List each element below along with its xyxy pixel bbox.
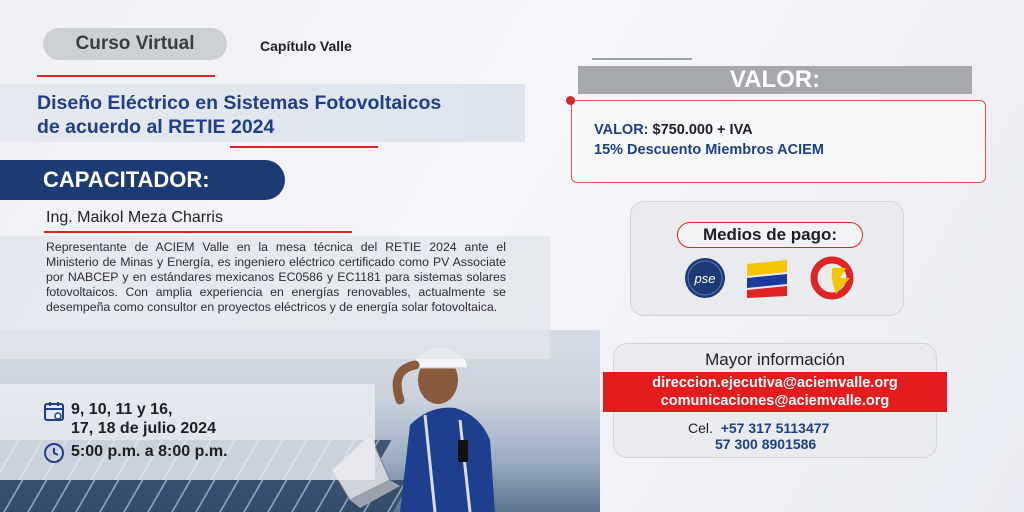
phone-number-2[interactable]: 57 300 8901586: [715, 436, 817, 452]
dates-line1: 9, 10, 11 y 16,: [71, 401, 173, 418]
time-row: [43, 442, 228, 464]
cel-label: Cel.: [688, 420, 713, 436]
payment-title: Medios de pago:: [677, 222, 863, 248]
instructor-name: Ing. Maikol Meza Charris: [46, 209, 223, 226]
decorative-red-line: [230, 146, 378, 148]
discount-text: 15% Descuento Miembros ACIEM: [594, 142, 824, 158]
decorative-gray-line: [592, 58, 692, 60]
course-title: [37, 91, 527, 139]
efecty-logo-icon: [810, 256, 854, 300]
email-link-ejecutiva[interactable]: direccion.ejecutiva@aciemvalle.org: [652, 375, 898, 391]
instructor-bio: Representante de ACIEM Valle en la mesa técnica del RETIE 2024 ante el Ministerio de Minas y Energía, es ingeniero eléctrico certificado como PV Associate por NABCEP y en estándares mexicanos EC0586 y EC1181 para sistemas solares fotovoltaicos. Con amplia experiencia en energías renovables, actualmente se desempeña como consultor en proyectos eléctricos y de energía solar fotovoltaica.: [46, 240, 506, 315]
decorative-red-dot: [566, 96, 575, 105]
email-link-comunicaciones[interactable]: comunicaciones@aciemvalle.org: [660, 393, 890, 409]
contact-title: Mayor información: [705, 350, 845, 369]
chapter-label: Capítulo Valle: [260, 38, 352, 54]
phone-line: [688, 420, 829, 436]
price-label: VALOR:: [594, 122, 649, 138]
calendar-icon: [43, 400, 65, 422]
dates-row: [43, 400, 216, 438]
price-amount: $750.000 + IVA: [652, 122, 753, 138]
clock-icon: [43, 442, 65, 464]
decorative-red-line: [37, 75, 215, 77]
pse-logo-icon: [683, 256, 727, 300]
decorative-red-line: [44, 231, 352, 233]
dates-line2: 17, 18 de julio 2024: [71, 420, 216, 437]
price-line: [594, 122, 753, 138]
course-title-line1: Diseño Eléctrico en Sistemas Fotovoltaicos: [37, 92, 442, 114]
time-text: 5:00 p.m. a 8:00 p.m.: [71, 443, 228, 460]
emails-bar: [603, 372, 947, 412]
course-title-line2: de acuerdo al RETIE 2024: [37, 116, 275, 138]
instructor-section-header: CAPACITADOR:: [0, 160, 285, 200]
phone-number-1[interactable]: +57 317 5113477: [720, 420, 830, 436]
pse-logo-text: pse: [694, 271, 716, 286]
bancolombia-logo-icon: [745, 256, 789, 300]
dates-text: [71, 400, 216, 438]
course-type-pill: Curso Virtual: [43, 28, 227, 60]
price-header: VALOR:: [578, 66, 972, 94]
